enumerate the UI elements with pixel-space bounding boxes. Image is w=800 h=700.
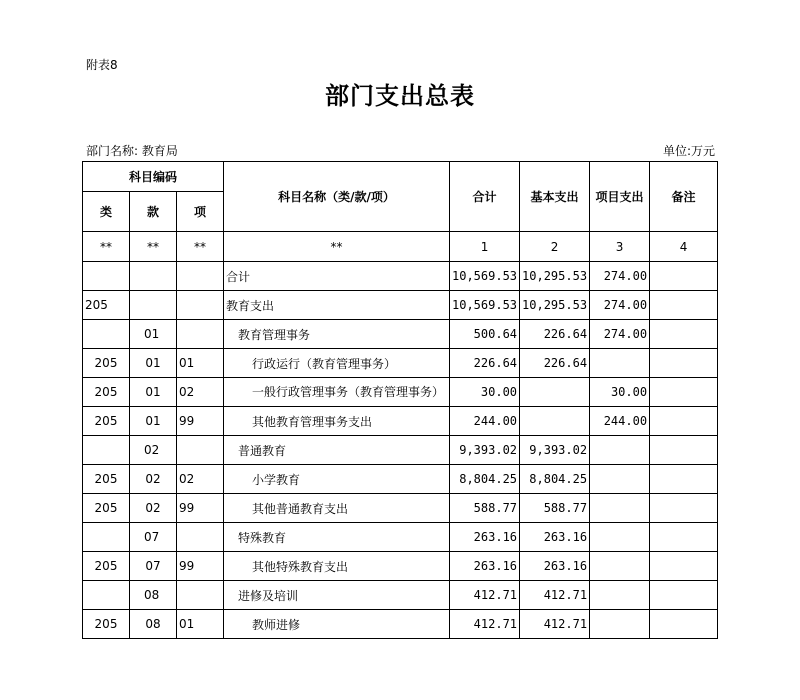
basic-cell: 412.71: [520, 610, 590, 639]
basic-cell: 10,295.53: [520, 262, 590, 291]
table-row: [83, 523, 718, 552]
code-kuan-cell: 07: [130, 552, 177, 581]
code-lei-cell: 205: [83, 291, 130, 320]
code-xiang-cell: 02: [177, 465, 224, 494]
table-row: [83, 552, 718, 581]
code-xiang-cell: 01: [177, 610, 224, 639]
basic-cell: [520, 407, 590, 436]
basic-cell: 8,804.25: [520, 465, 590, 494]
code-lei-cell: 205: [83, 494, 130, 523]
code-lei-cell: [83, 262, 130, 291]
remark-cell: [650, 581, 718, 610]
code-xiang-cell: [177, 291, 224, 320]
table-row: [83, 349, 718, 378]
code-lei-cell: [83, 581, 130, 610]
remark-cell: [650, 378, 718, 407]
code-xiang-cell: 99: [177, 552, 224, 581]
code-xiang-cell: 02: [177, 378, 224, 407]
total-cell: 412.71: [450, 581, 520, 610]
index-cell: 2: [520, 232, 590, 262]
header-xiang: 项: [177, 192, 224, 232]
header-remark: 备注: [650, 162, 718, 232]
header-code: 科目编码: [83, 162, 224, 192]
code-kuan-cell: 08: [130, 581, 177, 610]
code-kuan-cell: 01: [130, 320, 177, 349]
code-kuan-cell: 02: [130, 494, 177, 523]
remark-cell: [650, 610, 718, 639]
index-cell: 4: [650, 232, 718, 262]
project-cell: 274.00: [590, 262, 650, 291]
subject-name-cell: 其他特殊教育支出: [224, 552, 450, 581]
code-kuan-cell: 02: [130, 465, 177, 494]
total-cell: 588.77: [450, 494, 520, 523]
code-xiang-cell: [177, 581, 224, 610]
basic-cell: [520, 378, 590, 407]
code-xiang-cell: 99: [177, 494, 224, 523]
code-lei-cell: [83, 523, 130, 552]
remark-cell: [650, 291, 718, 320]
attachment-label: 附表8: [86, 58, 118, 72]
expenditure-table: [82, 161, 718, 639]
subject-name-cell: 教师进修: [224, 610, 450, 639]
header-row-1: [83, 162, 718, 192]
basic-cell: 226.64: [520, 349, 590, 378]
remark-cell: [650, 320, 718, 349]
table-row: [83, 262, 718, 291]
table-row: [83, 581, 718, 610]
subject-name-cell: 进修及培训: [224, 581, 450, 610]
code-lei-cell: 205: [83, 349, 130, 378]
project-cell: [590, 523, 650, 552]
remark-cell: [650, 465, 718, 494]
total-cell: 412.71: [450, 610, 520, 639]
table-row: [83, 436, 718, 465]
remark-cell: [650, 436, 718, 465]
code-kuan-cell: 02: [130, 436, 177, 465]
header-kuan: 款: [130, 192, 177, 232]
project-cell: [590, 436, 650, 465]
code-kuan-cell: [130, 262, 177, 291]
table-row: [83, 378, 718, 407]
page-title: 部门支出总表: [325, 82, 475, 110]
index-cell: 3: [590, 232, 650, 262]
code-kuan-cell: [130, 291, 177, 320]
table-row: [83, 407, 718, 436]
code-xiang-cell: 99: [177, 407, 224, 436]
table-row: [83, 610, 718, 639]
code-xiang-cell: [177, 320, 224, 349]
total-cell: 226.64: [450, 349, 520, 378]
subject-name-cell: 其他普通教育支出: [224, 494, 450, 523]
header-basic: 基本支出: [520, 162, 590, 232]
table-row: [83, 320, 718, 349]
code-lei-cell: 205: [83, 465, 130, 494]
total-cell: 10,569.53: [450, 262, 520, 291]
remark-cell: [650, 262, 718, 291]
project-cell: 274.00: [590, 291, 650, 320]
header-project: 项目支出: [590, 162, 650, 232]
subject-name-cell: 教育管理事务: [224, 320, 450, 349]
code-kuan-cell: 01: [130, 378, 177, 407]
index-row: [83, 232, 718, 262]
project-cell: 244.00: [590, 407, 650, 436]
remark-cell: [650, 552, 718, 581]
total-cell: 244.00: [450, 407, 520, 436]
project-cell: [590, 349, 650, 378]
code-lei-cell: [83, 436, 130, 465]
code-kuan-cell: 01: [130, 349, 177, 378]
basic-cell: 263.16: [520, 552, 590, 581]
unit-label: 单位:万元: [662, 144, 715, 158]
subject-name-cell: 其他教育管理事务支出: [224, 407, 450, 436]
basic-cell: 588.77: [520, 494, 590, 523]
total-cell: 263.16: [450, 552, 520, 581]
index-cell: 1: [450, 232, 520, 262]
header-total: 合计: [450, 162, 520, 232]
subject-name-cell: 一般行政管理事务（教育管理事务）: [224, 378, 450, 407]
project-cell: [590, 494, 650, 523]
index-cell: **: [224, 232, 450, 262]
total-cell: 10,569.53: [450, 291, 520, 320]
index-cell: **: [83, 232, 130, 262]
index-cell: **: [130, 232, 177, 262]
table-row: [83, 291, 718, 320]
basic-cell: 9,393.02: [520, 436, 590, 465]
remark-cell: [650, 494, 718, 523]
subject-name-cell: 特殊教育: [224, 523, 450, 552]
code-lei-cell: 205: [83, 610, 130, 639]
code-lei-cell: 205: [83, 552, 130, 581]
code-kuan-cell: 01: [130, 407, 177, 436]
total-cell: 9,393.02: [450, 436, 520, 465]
project-cell: 274.00: [590, 320, 650, 349]
project-cell: [590, 552, 650, 581]
table-row: [83, 465, 718, 494]
code-lei-cell: 205: [83, 378, 130, 407]
project-cell: [590, 581, 650, 610]
remark-cell: [650, 523, 718, 552]
basic-cell: 10,295.53: [520, 291, 590, 320]
header-name: 科目名称（类/款/项）: [224, 162, 450, 232]
code-xiang-cell: 01: [177, 349, 224, 378]
code-lei-cell: [83, 320, 130, 349]
code-lei-cell: 205: [83, 407, 130, 436]
table-row: [83, 494, 718, 523]
total-cell: 500.64: [450, 320, 520, 349]
department-label: 部门名称: 教育局: [86, 144, 178, 158]
total-cell: 30.00: [450, 378, 520, 407]
code-kuan-cell: 08: [130, 610, 177, 639]
code-xiang-cell: [177, 523, 224, 552]
subject-name-cell: 普通教育: [224, 436, 450, 465]
subject-name-cell: 合计: [224, 262, 450, 291]
project-cell: [590, 610, 650, 639]
code-kuan-cell: 07: [130, 523, 177, 552]
project-cell: 30.00: [590, 378, 650, 407]
remark-cell: [650, 349, 718, 378]
basic-cell: 263.16: [520, 523, 590, 552]
subject-name-cell: 教育支出: [224, 291, 450, 320]
code-xiang-cell: [177, 262, 224, 291]
total-cell: 263.16: [450, 523, 520, 552]
subject-name-cell: 行政运行（教育管理事务）: [224, 349, 450, 378]
header-lei: 类: [83, 192, 130, 232]
project-cell: [590, 465, 650, 494]
index-cell: **: [177, 232, 224, 262]
code-xiang-cell: [177, 436, 224, 465]
remark-cell: [650, 407, 718, 436]
basic-cell: 412.71: [520, 581, 590, 610]
subject-name-cell: 小学教育: [224, 465, 450, 494]
total-cell: 8,804.25: [450, 465, 520, 494]
basic-cell: 226.64: [520, 320, 590, 349]
